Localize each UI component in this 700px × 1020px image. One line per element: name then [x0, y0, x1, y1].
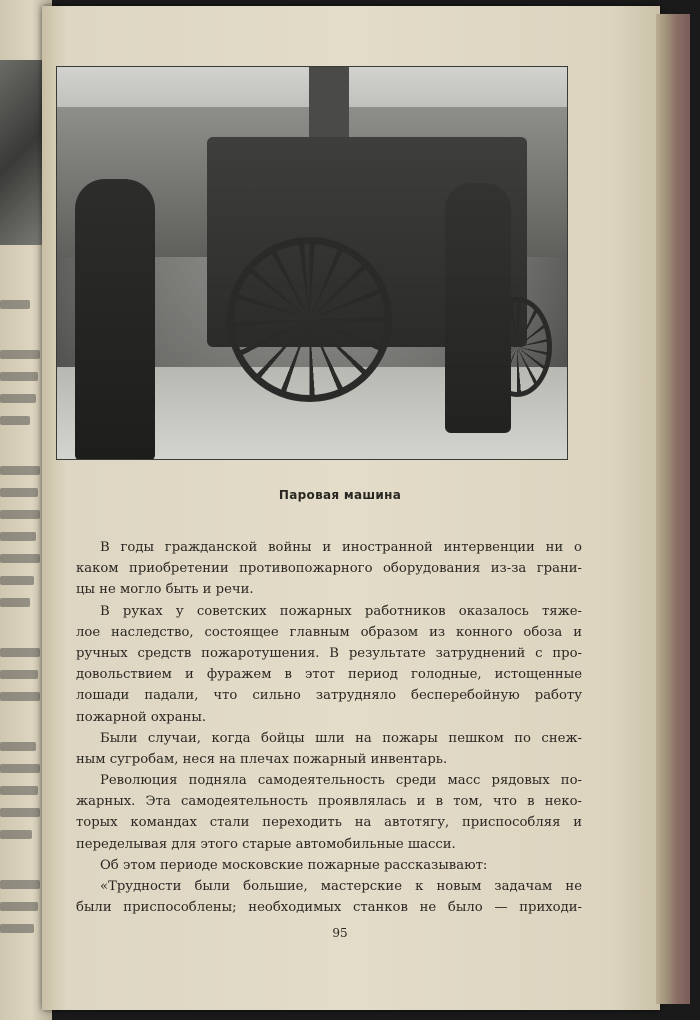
text-line: пожарной охраны.	[76, 709, 207, 725]
text-line: В руках у советских пожарных работников оказалось тяже-	[100, 603, 582, 619]
facing-text-fragment	[0, 648, 40, 657]
facing-text-fragment	[0, 510, 40, 519]
facing-text-fragment	[0, 786, 38, 795]
facing-text-fragment	[0, 764, 40, 773]
facing-text-fragment	[0, 350, 40, 359]
body-text	[76, 537, 582, 918]
facing-text-fragment	[0, 692, 40, 701]
text-line: ручных средств пожаротушения. В результате затруднений с про-	[76, 645, 582, 661]
photo-firefighter-right	[445, 183, 511, 433]
facing-text-fragment	[0, 670, 38, 679]
figure-caption: Паровая машина	[278, 488, 402, 502]
text-line: Об этом периоде московские пожарные рассказывают:	[100, 857, 488, 873]
text-line: «Трудности были большие, мастерские к новым задачам не	[100, 879, 582, 894]
text-line: В годы гражданской войны и иностранной интервенции ни о	[100, 540, 582, 555]
text-line: лошади падали, что сильно затрудняло бесперебойную работу	[76, 688, 582, 704]
text-line: довольствием и фуражем в этот период голодные, истощенные	[76, 667, 582, 683]
page-number: 95	[332, 926, 348, 940]
text-line: торых командах стали переходить на автотягу, приспособляя и	[76, 815, 582, 831]
facing-text-fragment	[0, 372, 38, 381]
text-line: Были случаи, когда бойцы шли на пожары пешком по снеж-	[100, 730, 582, 746]
text-line: были приспособлены; необходимых станков не было — приходи-	[76, 900, 582, 916]
text-line: лое наследство, состоящее главным образом из конного обоза и	[76, 624, 582, 640]
facing-page-photo-fragment	[0, 60, 42, 245]
text-line: каком приобретении противопожарного оборудования из-за грани-	[76, 561, 582, 577]
facing-text-fragment	[0, 416, 30, 425]
text-line: ным сугробам, неся на плечах пожарный инвентарь.	[76, 751, 448, 767]
book-cover-edge	[656, 14, 690, 1004]
facing-text-fragment	[0, 300, 30, 309]
photo-front-wheel	[227, 237, 392, 402]
facing-text-fragment	[0, 598, 30, 607]
facing-text-fragment	[0, 808, 40, 817]
facing-text-fragment	[0, 554, 40, 563]
photo-firefighter-left	[75, 179, 155, 460]
text-line: переделывая для этого старые автомобильные шасси.	[76, 836, 456, 852]
text-line: Революция подняла самодеятельность среди масс рядовых по-	[100, 773, 582, 789]
steam-fire-engine-photo	[56, 66, 568, 460]
facing-text-fragment	[0, 742, 36, 751]
facing-text-fragment	[0, 532, 36, 541]
text-line: жарных. Эта самодеятельность проявлялась и в том, что в неко-	[76, 794, 582, 810]
facing-text-fragment	[0, 576, 34, 585]
facing-text-fragment	[0, 466, 40, 475]
facing-text-fragment	[0, 880, 40, 889]
text-line: цы не могло быть и речи.	[76, 582, 254, 598]
facing-text-fragment	[0, 394, 36, 403]
facing-text-fragment	[0, 902, 38, 911]
facing-text-fragment	[0, 830, 32, 839]
